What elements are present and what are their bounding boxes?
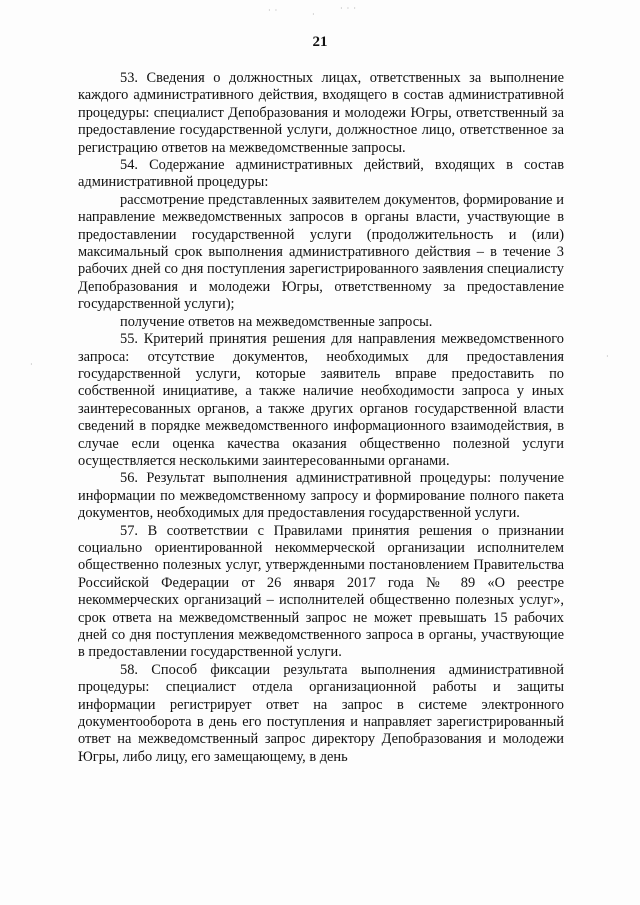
scan-noise-top: · · — [268, 6, 279, 15]
scan-noise-right: · — [606, 352, 610, 361]
paragraph-56: 56. Результат выполнения административной процедуры: получение информации по межведомственному запросу и формирование полного пакета документов, необходимых для предоставления государственной услуги. — [78, 470, 564, 522]
page-number: 21 — [312, 34, 328, 50]
paragraph-57: 57. В соответствии с Правилами принятия решения о признании социально ориентированной некоммерческой организации исполнителем общественно полезных услуг, утвержденными постановлением Правительства Российской Федерации от 26 января 2017 года № 89 «О реестре некоммерческих организаций – исполнителей общественно полезных услуг», срок ответа на межведомственный запрос не может превышать 15 рабочих дней со дня поступления межведомственного запроса в органы, участвующие в предоставлении государственной услуги. — [78, 522, 564, 661]
paragraph-53: 53. Сведения о должностных лицах, ответственных за выполнение каждого административного действия, входящего в состав административной процедуры: специалист Депобразования и молодежи Югры, ответственный за предоставление государственной услуги, должностное лицо, ответственное за регистрацию ответов на межведомственные запросы. — [78, 70, 564, 156]
paragraph-55: 55. Критерий принятия решения для направления межведомственного запроса: отсутствие документов, необходимых для предоставления государственной услуги, которые заявитель вправе предоставить по собственной инициативе, а также наличие необходимости запроса у иных заинтересованных органов, а также других органов государственной власти сведений в порядке межведомственного информационного взаимодействия, в случае если оценка качества оказания общественно полезной услуги осуществляется несколькими заинтересованными органами. — [78, 331, 564, 469]
document-body — [78, 70, 564, 766]
paragraph-58: 58. Способ фиксации результата выполнения административной процедуры: специалист отдела организационной работы и защиты информации регистрирует ответ на запрос в системе электронного документооборота в день его поступления и направляет зарегистрированный ответ на межведомственный запрос директору Депобразования и молодежи Югры, либо лицу, его замещающему, в день — [78, 661, 564, 765]
paragraph-54-item-2: получение ответов на межведомственные запросы. — [120, 313, 433, 330]
scan-noise-top-2: · — [312, 10, 316, 19]
paragraph-54-item-1: рассмотрение представленных заявителем документов, формирование и направление межведомственных запросов в органы власти, участвующие в предоставлении государственной услуги (продолжительность и (или) максимальный срок выполнения административного действия – в течение 3 рабочих дней со дня поступления зарегистрированного заявления специалисту Депобразования и молодежи Югры, ответственному за предоставление государственной услуги); — [78, 191, 564, 313]
scan-noise-left: · — [30, 360, 34, 369]
scan-noise-top-3: · · · — [340, 4, 357, 13]
paragraph-54: 54. Содержание административных действий, входящих в состав административной процедуры: — [78, 157, 564, 191]
